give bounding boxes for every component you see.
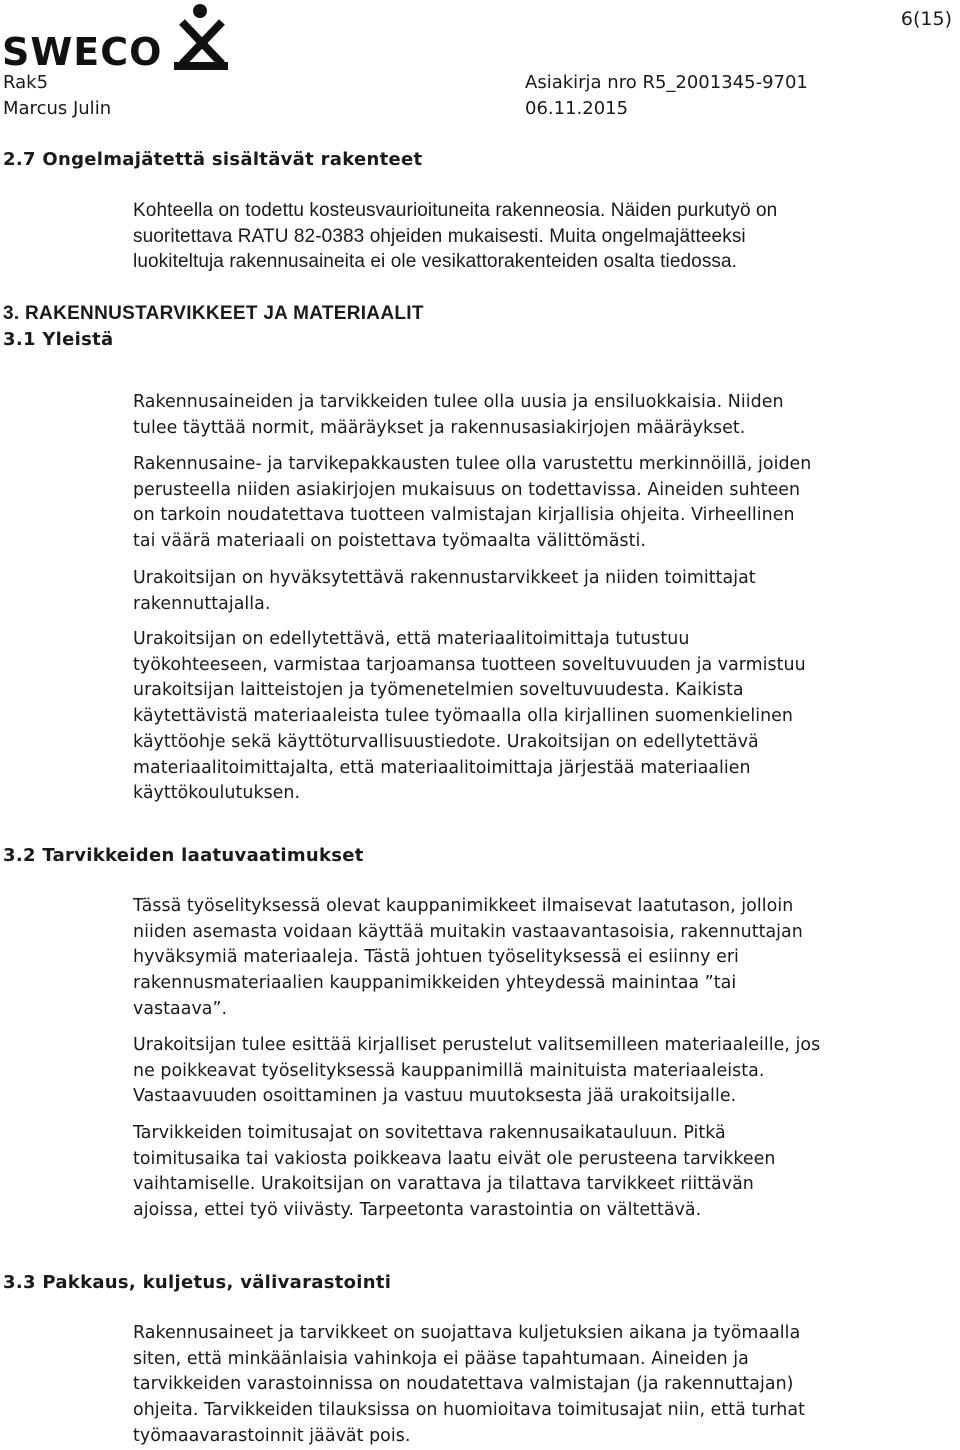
header-author: Marcus Julin xyxy=(3,98,112,119)
section-3-2-heading: 3.2 Tarvikkeiden laatuvaatimukset xyxy=(3,845,364,866)
section-3-1-paragraph-2: Rakennusaine- ja tarvikepakkausten tulee olla varustettu merkinnöillä, joiden perusteella niiden asiakirjojen mukaisuus on todettavissa. Aineiden suhteen on tarkoin noudatettava tuotteen valmistajan kirjallisia ohjeita. Virheellinen tai väärä materiaali on poistettava työmaalta välittömästi. xyxy=(133,454,812,552)
page-number: 6(15) xyxy=(900,8,952,30)
company-logo xyxy=(2,2,232,72)
section-3-1-paragraph-3: Urakoitsijan on hyväksytettävä rakennustarvikkeet ja niiden toimittajat rakennuttajalla. xyxy=(133,568,756,614)
sweco-logo-icon xyxy=(170,2,232,72)
section-3-heading: 3. RAKENNUSTARVIKKEET JA MATERIAALIT xyxy=(3,303,424,324)
section-3-3-paragraph-1: Rakennusaineet ja tarvikkeet on suojattava kuljetuksien aikana ja työmaalla siten, että minkäänlaisia vahinkoja ei pääse tapahtumaan. Aineiden ja tarvikkeiden varastoinnissa on noudatettava valmistajan (ja rakennuttajan) ohjeita. Tarvikkeiden tilauksissa on huomioitava toimitusajat niin, että turhat työmaavarastoinnit jäävät pois. xyxy=(133,1323,805,1446)
section-2-7-paragraph: Kohteella on todettu kosteusvaurioituneita rakenneosia. Näiden purkutyö on suoritettava RATU 82-0383 ohjeiden mukaisesti. Muita ongelmajätteeksi luokiteltuja rakennusaineita ei ole vesikattorakenteiden osalta tiedossa. xyxy=(133,200,778,273)
section-3-2-paragraph-3: Tarvikkeiden toimitusajat on sovitettava rakennusaikatauluun. Pitkä toimitusaika tai vakiosta poikkeava laatu eivät ole perusteena tarvikkeen vaihtamiselle. Urakoitsijan on varattava ja tilattava tarvikkeet riittävän ajoissa, ettei työ viivästy. Tarpeetonta varastointia on vältettävä. xyxy=(133,1123,776,1221)
section-2-7-heading: 2.7 Ongelmajätettä sisältävät rakenteet xyxy=(3,149,423,170)
header-document-number: Asiakirja nro R5_2001345-9701 xyxy=(525,72,808,93)
header-date: 06.11.2015 xyxy=(525,98,629,119)
section-3-3-heading: 3.3 Pakkaus, kuljetus, välivarastointi xyxy=(3,1272,392,1293)
section-3-1-paragraph-1: Rakennusaineiden ja tarvikkeiden tulee olla uusia ja ensiluokkaisia. Niiden tulee täyttää normit, määräykset ja rakennusasiakirjojen määräykset. xyxy=(133,392,784,438)
section-3-2-paragraph-2: Urakoitsijan tulee esittää kirjalliset perustelut valitsemilleen materiaaleille, jos ne poikkeavat työselityksessä kauppanimillä mainituista materiaaleista. Vastaavuuden osoittaminen ja vastuu muutoksesta jää urakoitsijalle. xyxy=(133,1035,821,1107)
header-project-code: Rak5 xyxy=(3,72,49,93)
section-3-2-paragraph-1: Tässä työselityksessä olevat kauppanimikkeet ilmaisevat laatutason, jolloin niiden asemasta voidaan käyttää muitakin vastaavantasoisia, rakennuttajan hyväksymiä materiaaleja. Tästä johtuen työselityksessä ei esiinny eri rakennusmateriaalien kauppanimikkeiden yhteydessä mainintaa ”tai vastaava”. xyxy=(133,896,803,1019)
section-3-1-heading: 3.1 Yleistä xyxy=(3,329,114,350)
logo-wordmark: SWECO xyxy=(2,30,163,74)
section-3-1-paragraph-4: Urakoitsijan on edellytettävä, että materiaalitoimittaja tutustuu työkohteeseen, varmistaa tarjoamansa tuotteen soveltuvuuden ja varmistuu urakoitsijan laitteistojen ja työmenetelmien soveltuvuudesta. Kaikista käytettävistä materiaaleista tulee työmaalla olla kirjallinen suomenkielinen käyttöohje sekä käyttöturvallisuustiedote. Urakoitsijan on edellytettävä materiaalitoimittajalta, että materiaalitoimittaja järjestää materiaalien käyttökoulutuksen. xyxy=(133,629,806,804)
